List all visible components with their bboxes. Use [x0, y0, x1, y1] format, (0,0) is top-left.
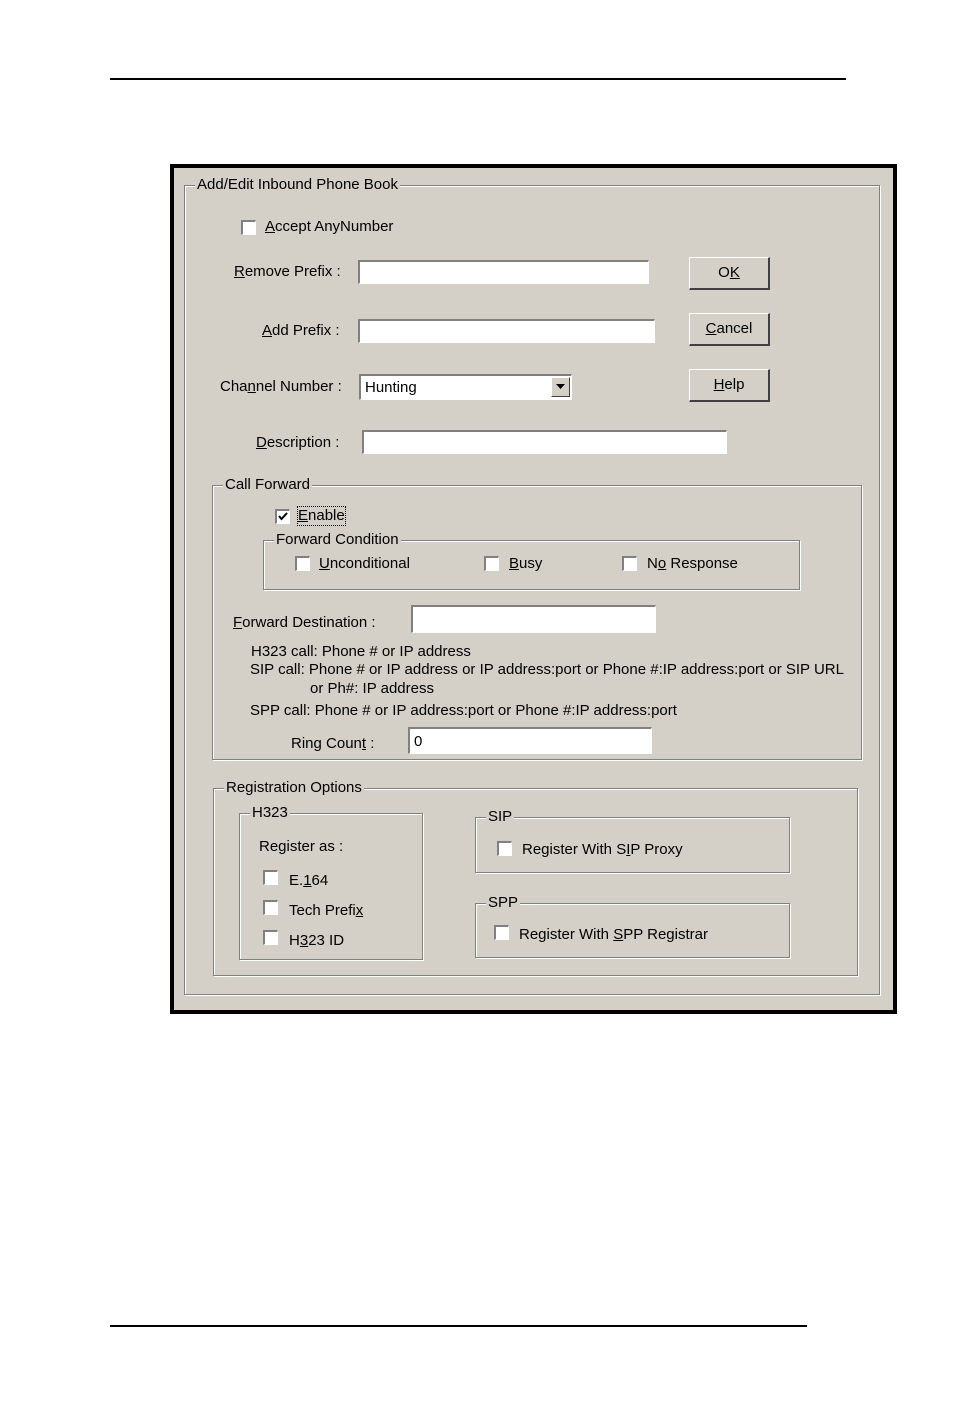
busy-label[interactable]: Busy: [509, 555, 543, 572]
sip-call-hint: SIP call: Phone # or IP address or IP address:port or Phone #:IP address:port or SIP URL: [250, 661, 844, 678]
e164-checkbox[interactable]: [263, 870, 278, 885]
help-button[interactable]: Help: [689, 369, 770, 402]
sip-call-hint-cont: or Ph#: IP address: [310, 680, 434, 697]
register-spp-registrar-label[interactable]: Register With SPP Registrar: [519, 926, 708, 943]
description-label: Description :: [256, 434, 340, 451]
spp-title: SPP: [488, 894, 519, 911]
enable-label[interactable]: Enable: [298, 507, 345, 524]
h323-title: H323: [252, 804, 288, 821]
unconditional-checkbox[interactable]: [295, 556, 310, 571]
forward-condition-title: Forward Condition: [276, 531, 399, 548]
register-as-label: Register as :: [259, 838, 344, 855]
ring-count-input[interactable]: [408, 727, 652, 754]
channel-number-value: Hunting: [365, 379, 417, 396]
no-response-label[interactable]: No Response: [647, 555, 738, 572]
forward-destination-input[interactable]: [411, 605, 656, 633]
h323-call-hint: H323 call: Phone # or IP address: [251, 643, 471, 660]
busy-checkbox[interactable]: [484, 556, 499, 571]
channel-number-dropdown-button[interactable]: [551, 377, 570, 397]
add-prefix-input[interactable]: [358, 319, 655, 343]
tech-prefix-checkbox[interactable]: [263, 900, 278, 915]
register-sip-proxy-label[interactable]: Register With SIP Proxy: [522, 841, 683, 858]
dialog-body: [174, 168, 893, 1010]
sip-title: SIP: [488, 808, 513, 825]
register-sip-proxy-checkbox[interactable]: [497, 841, 512, 856]
chevron-down-icon: [556, 384, 565, 389]
ok-button[interactable]: OK: [689, 257, 770, 290]
header-rule: [110, 78, 846, 80]
h323-id-checkbox[interactable]: [263, 930, 278, 945]
channel-number-select[interactable]: [359, 374, 572, 400]
group-title: Add/Edit Inbound Phone Book: [197, 176, 398, 193]
footer-rule: [110, 1325, 807, 1327]
accept-any-number-label[interactable]: Accept AnyNumber: [265, 218, 394, 235]
forward-destination-label: Forward Destination :: [233, 614, 376, 631]
phone-book-dialog: [170, 164, 897, 1014]
call-forward-title: Call Forward: [225, 476, 311, 493]
spp-call-hint: SPP call: Phone # or IP address:port or Phone #:IP address:port: [250, 702, 677, 719]
registration-options-title: Registration Options: [226, 779, 362, 796]
e164-label[interactable]: E.164: [289, 872, 329, 889]
checkmark-icon: [277, 511, 289, 523]
cancel-button[interactable]: Cancel: [689, 313, 770, 346]
enable-checkbox[interactable]: [275, 509, 290, 524]
unconditional-label[interactable]: Unconditional: [319, 555, 410, 572]
register-spp-registrar-checkbox[interactable]: [494, 925, 509, 940]
remove-prefix-label: Remove Prefix :: [234, 263, 341, 280]
add-prefix-label: Add Prefix :: [262, 322, 340, 339]
h323-id-label[interactable]: H323 ID: [289, 932, 345, 949]
channel-number-label: Channel Number :: [220, 378, 342, 395]
tech-prefix-label[interactable]: Tech Prefix: [289, 902, 364, 919]
description-input[interactable]: [362, 430, 727, 454]
no-response-checkbox[interactable]: [622, 556, 637, 571]
ring-count-label: Ring Count :: [291, 735, 375, 752]
accept-any-number-checkbox[interactable]: [241, 220, 256, 235]
remove-prefix-input[interactable]: [358, 260, 649, 284]
